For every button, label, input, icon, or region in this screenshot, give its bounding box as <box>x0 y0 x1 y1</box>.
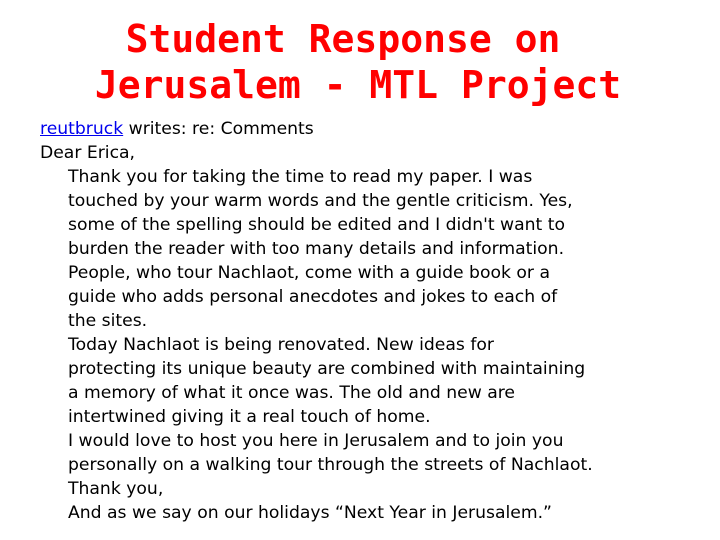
title-line-2: Jerusalem - MTL Project <box>94 63 622 107</box>
body-line: protecting its unique beauty are combined with maintaining <box>68 359 586 379</box>
author-link[interactable]: reutbruck <box>40 119 124 139</box>
post-body <box>40 117 710 525</box>
body-line: burden the reader with too many details and information. <box>68 239 565 259</box>
body-line: touched by your warm words and the gentle criticism. Yes, <box>68 191 573 211</box>
body-line: some of the spelling should be edited and I didn't want to <box>68 215 565 235</box>
body-line: a memory of what it once was. The old and new are <box>68 383 516 403</box>
body-line: guide who adds personal anecdotes and jokes to each of <box>68 287 558 307</box>
body-line: And as we say on our holidays “Next Year in Jerusalem.” <box>68 503 552 523</box>
body-line: Thank you for taking the time to read my paper. I was <box>68 167 533 187</box>
body-line: personally on a walking tour through the streets of Nachlaot. <box>68 455 593 475</box>
greeting: Dear Erica, <box>40 143 136 163</box>
page-title <box>0 16 720 108</box>
body-line: Thank you, <box>68 479 164 499</box>
body-line: Today Nachlaot is being renovated. New ideas for <box>68 335 494 355</box>
title-line-1: Student Response on <box>125 17 561 61</box>
post-header <box>40 117 710 141</box>
body-line: intertwined giving it a real touch of home. <box>68 407 431 427</box>
post-subject: writes: re: Comments <box>123 119 314 139</box>
body-line: the sites. <box>68 311 148 331</box>
body-line: I would love to host you here in Jerusalem and to join you <box>68 431 564 451</box>
body-line: People, who tour Nachlaot, come with a guide book or a <box>68 263 550 283</box>
